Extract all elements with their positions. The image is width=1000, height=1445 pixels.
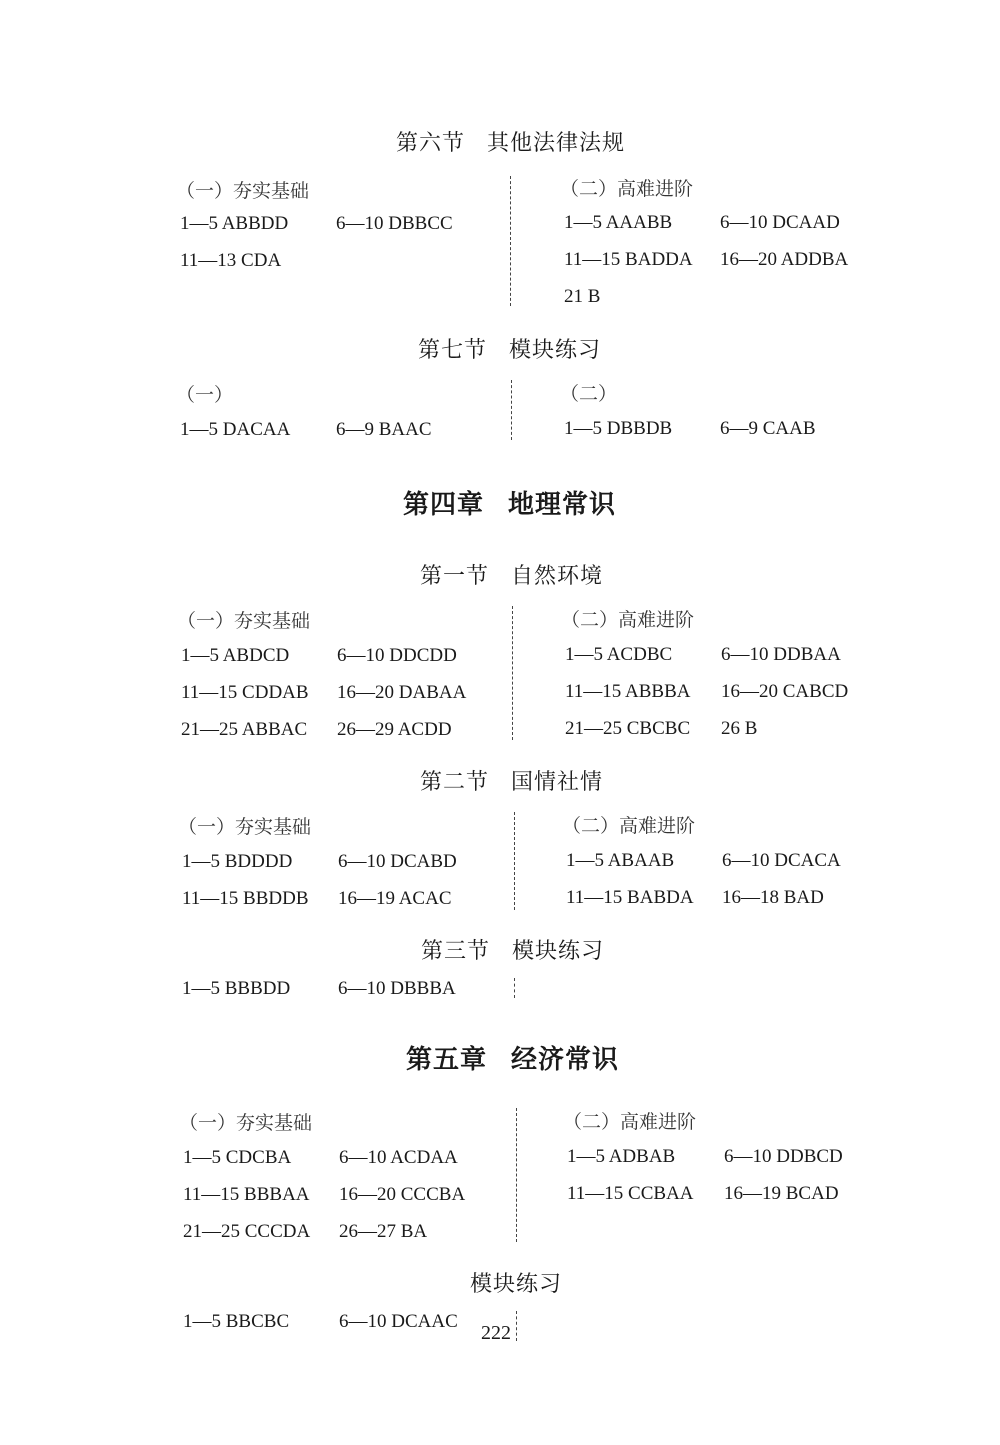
answer-item: 6—10 DBBBA xyxy=(338,978,456,999)
answer-item: 1—5 BBCBC xyxy=(183,1311,290,1332)
column-divider xyxy=(512,606,513,740)
section-title-ch4-3: 第三节 模块练习 xyxy=(421,939,605,964)
answer-item: 11—15 BABDA xyxy=(566,887,694,908)
section-title-6: 第六节 其他法律法规 xyxy=(396,131,626,156)
column-divider xyxy=(514,812,515,910)
answer-item: 11—15 BBBAA xyxy=(183,1184,310,1205)
answer-item: 6—10 DCAAC xyxy=(339,1311,458,1332)
answer-item: 6—10 DDBCD xyxy=(724,1146,843,1167)
column-divider xyxy=(514,978,515,998)
answer-item: 26 B xyxy=(721,718,758,739)
section-title-7: 第七节 模块练习 xyxy=(418,338,602,363)
subsection-label-advanced: （二）高难进阶 xyxy=(561,609,695,631)
answer-item: 16—20 DABAA xyxy=(337,682,467,703)
answer-item: 11—13 CDA xyxy=(180,250,282,271)
chapter-title-4: 第四章 地理常识 xyxy=(403,490,617,520)
answer-item: 11—15 CCBAA xyxy=(567,1183,694,1204)
answer-item: 11—15 BADDA xyxy=(564,249,693,270)
chapter-title-5: 第五章 经济常识 xyxy=(406,1045,620,1075)
column-divider xyxy=(511,380,512,440)
page-number: 222 xyxy=(481,1322,511,1344)
answer-item: 16—19 ACAC xyxy=(338,888,452,909)
subsection-label-part2: （二） xyxy=(560,383,618,405)
answer-item: 1—5 BDDDD xyxy=(182,851,293,872)
answer-item: 11—15 ABBBA xyxy=(565,681,691,702)
answer-item: 1—5 ABBDD xyxy=(180,213,289,234)
answer-item: 16—20 CCCBA xyxy=(339,1184,466,1205)
subsection-label-basic: （一）夯实基础 xyxy=(178,816,312,838)
answer-item: 21—25 CCCDA xyxy=(183,1221,311,1242)
answer-item: 1—5 DACAA xyxy=(180,419,291,440)
answer-item: 16—19 BCAD xyxy=(724,1183,839,1204)
column-divider xyxy=(516,1311,517,1341)
answer-item: 6—9 CAAB xyxy=(720,418,816,439)
answer-item: 16—18 BAD xyxy=(722,887,824,908)
answer-item: 6—10 DCAAD xyxy=(720,212,840,233)
answer-item: 1—5 ABDCD xyxy=(181,645,290,666)
answer-item: 11—15 BBDDB xyxy=(182,888,309,909)
subsection-label-advanced: （二）高难进阶 xyxy=(560,178,694,200)
answer-item: 21 B xyxy=(564,286,601,307)
column-divider xyxy=(510,176,511,306)
section-title-ch4-1: 第一节 自然环境 xyxy=(420,564,604,589)
answer-item: 1—5 ABAAB xyxy=(566,850,675,871)
answer-item: 6—9 BAAC xyxy=(336,419,432,440)
answer-item: 21—25 ABBAC xyxy=(181,719,308,740)
subsection-label-basic: （一）夯实基础 xyxy=(177,610,311,632)
subsection-label-basic: （一）夯实基础 xyxy=(176,180,310,202)
answer-item: 6—10 DBBCC xyxy=(336,213,453,234)
answer-item: 6—10 DDCDD xyxy=(337,645,457,666)
answer-item: 1—5 ACDBC xyxy=(565,644,673,665)
answer-item: 26—29 ACDD xyxy=(337,719,452,740)
section-title-ch5-practice: 模块练习 xyxy=(470,1272,563,1297)
answer-item: 6—10 DDBAA xyxy=(721,644,841,665)
answer-item: 16—20 ADDBA xyxy=(720,249,849,270)
answer-item: 6—10 ACDAA xyxy=(339,1147,458,1168)
subsection-label-advanced: （二）高难进阶 xyxy=(562,815,696,837)
answer-item: 1—5 CDCBA xyxy=(183,1147,292,1168)
answer-item: 16—20 CABCD xyxy=(721,681,849,702)
answer-item: 6—10 DCABD xyxy=(338,851,457,872)
column-divider xyxy=(516,1108,517,1242)
section-title-ch4-2: 第二节 国情社情 xyxy=(420,770,604,795)
answer-item: 21—25 CBCBC xyxy=(565,718,691,739)
subsection-label-part1: （一） xyxy=(176,384,234,406)
answer-item: 1—5 AAABB xyxy=(564,212,673,233)
answer-item: 1—5 ADBAB xyxy=(567,1146,676,1167)
answer-item: 1—5 DBBDB xyxy=(564,418,673,439)
answer-item: 11—15 CDDAB xyxy=(181,682,309,703)
subsection-label-basic: （一）夯实基础 xyxy=(179,1112,313,1134)
subsection-label-advanced: （二）高难进阶 xyxy=(563,1111,697,1133)
answer-item: 1—5 BBBDD xyxy=(182,978,291,999)
answer-item: 6—10 DCACA xyxy=(722,850,841,871)
answer-item: 26—27 BA xyxy=(339,1221,428,1242)
